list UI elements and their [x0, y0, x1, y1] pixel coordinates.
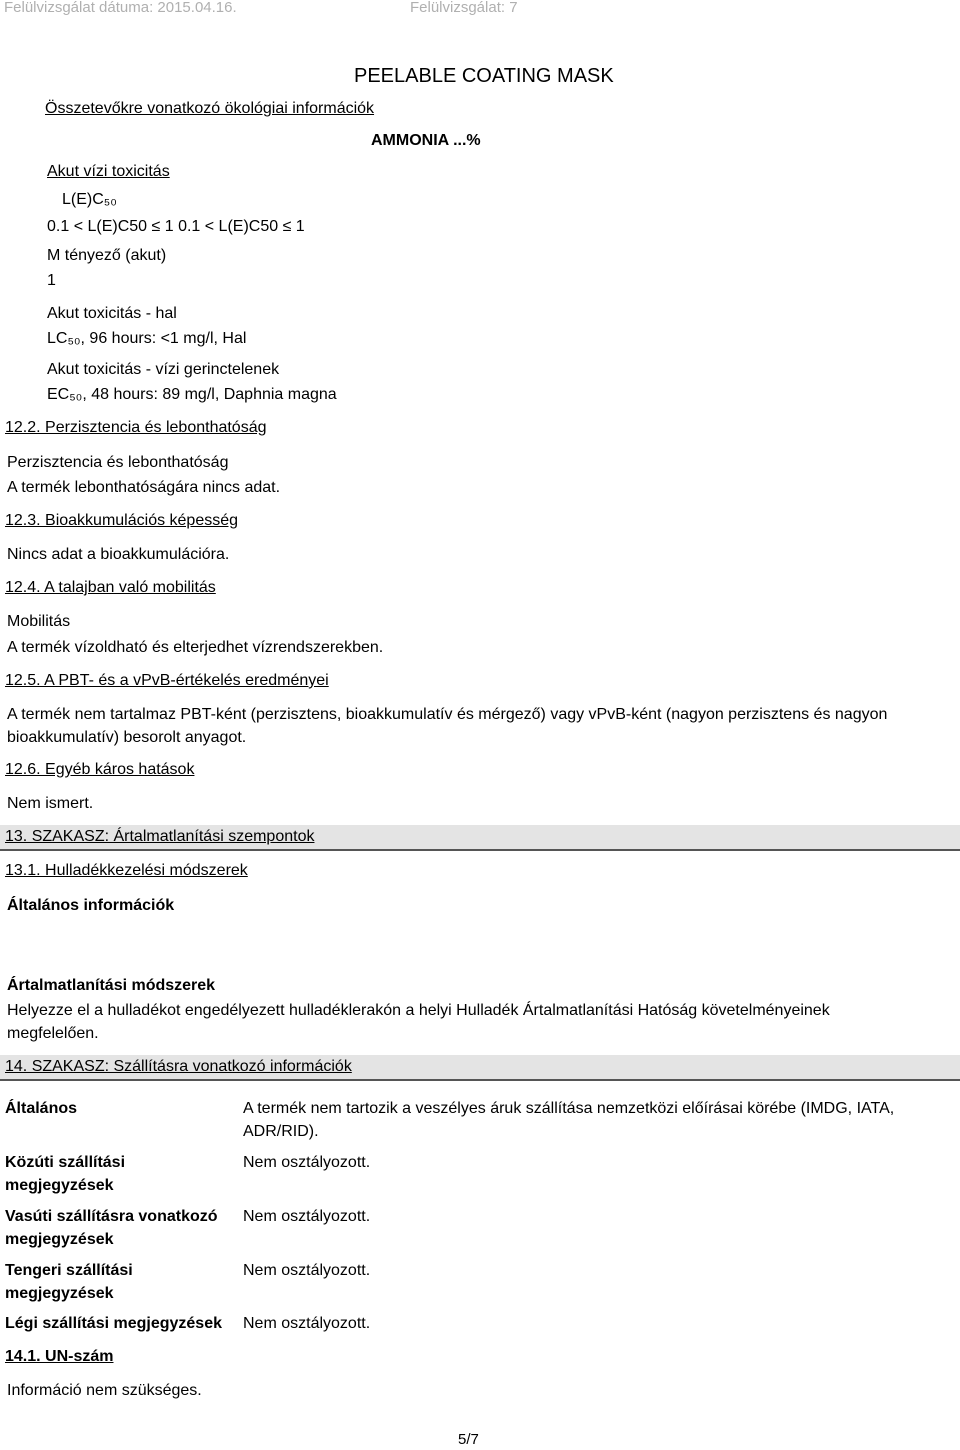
- road-transport-label: Közúti szállítási megjegyzések: [5, 1154, 126, 1194]
- lec50-label: L(E)C₅₀: [62, 191, 117, 208]
- road-transport-value: Nem osztályozott.: [243, 1154, 371, 1171]
- mobility-label: Mobilitás: [7, 613, 71, 630]
- section-12-4-heading: 12.4. A talajban való mobilitás: [5, 579, 216, 596]
- transport-general-label: Általános: [5, 1100, 78, 1117]
- section-12-2-heading: 12.2. Perzisztencia és lebonthatóság: [5, 419, 267, 436]
- m-factor-label: M tényező (akut): [47, 247, 167, 264]
- transport-general-value: A termék nem tartozik a veszélyes áruk szállítása nemzetközi előírásai körébe (IMDG, IATA, ADR/RID).: [243, 1100, 895, 1140]
- section-14-title: 14. SZAKASZ: Szállításra vonatkozó információk: [5, 1058, 352, 1075]
- bioaccumulation-text: Nincs adat a bioakkumulációra.: [7, 546, 230, 563]
- invertebrate-toxicity-value: EC₅₀, 48 hours: 89 mg/l, Daphnia magna: [47, 386, 337, 403]
- section-13-1-heading: 13.1. Hulladékkezelési módszerek: [5, 862, 248, 879]
- sea-transport-label: Tengeri szállítási megjegyzések: [5, 1262, 133, 1302]
- acute-aquatic-label: Akut vízi toxicitás: [47, 163, 170, 180]
- air-transport-label: Légi szállítási megjegyzések: [5, 1315, 222, 1332]
- disposal-methods-label: Ártalmatlanítási módszerek: [7, 977, 216, 994]
- un-number-text: Információ nem szükséges.: [7, 1382, 202, 1399]
- persistence-text: A termék lebonthatóságára nincs adat.: [7, 479, 281, 496]
- air-transport-value: Nem osztályozott.: [243, 1315, 371, 1332]
- pbt-text: A termék nem tartalmaz PBT-ként (perzisztens, bioakkumulatív és mérgező) vagy vPvB-ként (nagyon perzisztens és nagyon bioakkumulatív) besorolt anyagot.: [7, 706, 888, 746]
- lec50-value: 0.1 < L(E)C50 ≤ 1 0.1 < L(E)C50 ≤ 1: [47, 218, 305, 235]
- eco-heading: Összetevőkre vonatkozó ökológiai információk: [45, 100, 375, 117]
- persistence-label: Perzisztencia és lebonthatóság: [7, 454, 229, 471]
- general-info-label: Általános információk: [7, 897, 175, 914]
- section-14-band: [0, 1055, 960, 1081]
- rail-transport-value: Nem osztályozott.: [243, 1208, 371, 1225]
- section-12-3-heading: 12.3. Bioakkumulációs képesség: [5, 512, 239, 529]
- section-13-title: 13. SZAKASZ: Ártalmatlanítási szempontok: [5, 828, 315, 845]
- product-name: PEELABLE COATING MASK: [354, 65, 614, 87]
- revision-number: Felülvizsgálat: 7: [410, 0, 518, 16]
- rail-transport-label: Vasúti szállításra vonatkozó megjegyzések: [5, 1208, 218, 1248]
- invertebrate-toxicity-label: Akut toxicitás - vízi gerinctelenek: [47, 361, 280, 378]
- un-number-heading: 14.1. UN-szám: [5, 1348, 114, 1365]
- disposal-methods-text: Helyezze el a hulladékot engedélyezett hulladéklerakón a helyi Hulladék Ártalmatlanítási Hatóság követelményeinek megfelelően.: [7, 1002, 830, 1042]
- page-number: 5/7: [458, 1431, 479, 1448]
- section-12-6-heading: 12.6. Egyéb káros hatások: [5, 761, 195, 778]
- m-factor-value: 1: [47, 272, 56, 289]
- sea-transport-value: Nem osztályozott.: [243, 1262, 371, 1279]
- review-date: Felülvizsgálat dátuma: 2015.04.16.: [4, 0, 237, 16]
- fish-toxicity-value: LC₅₀, 96 hours: <1 mg/l, Hal: [47, 330, 247, 347]
- substance-name: AMMONIA ...%: [371, 132, 481, 149]
- section-12-5-heading: 12.5. A PBT- és a vPvB-értékelés eredményei: [5, 672, 329, 689]
- other-effects-text: Nem ismert.: [7, 795, 94, 812]
- section-13-band: [0, 825, 960, 851]
- fish-toxicity-label: Akut toxicitás - hal: [47, 305, 177, 322]
- mobility-text: A termék vízoldható és elterjedhet vízrendszerekben.: [7, 639, 384, 656]
